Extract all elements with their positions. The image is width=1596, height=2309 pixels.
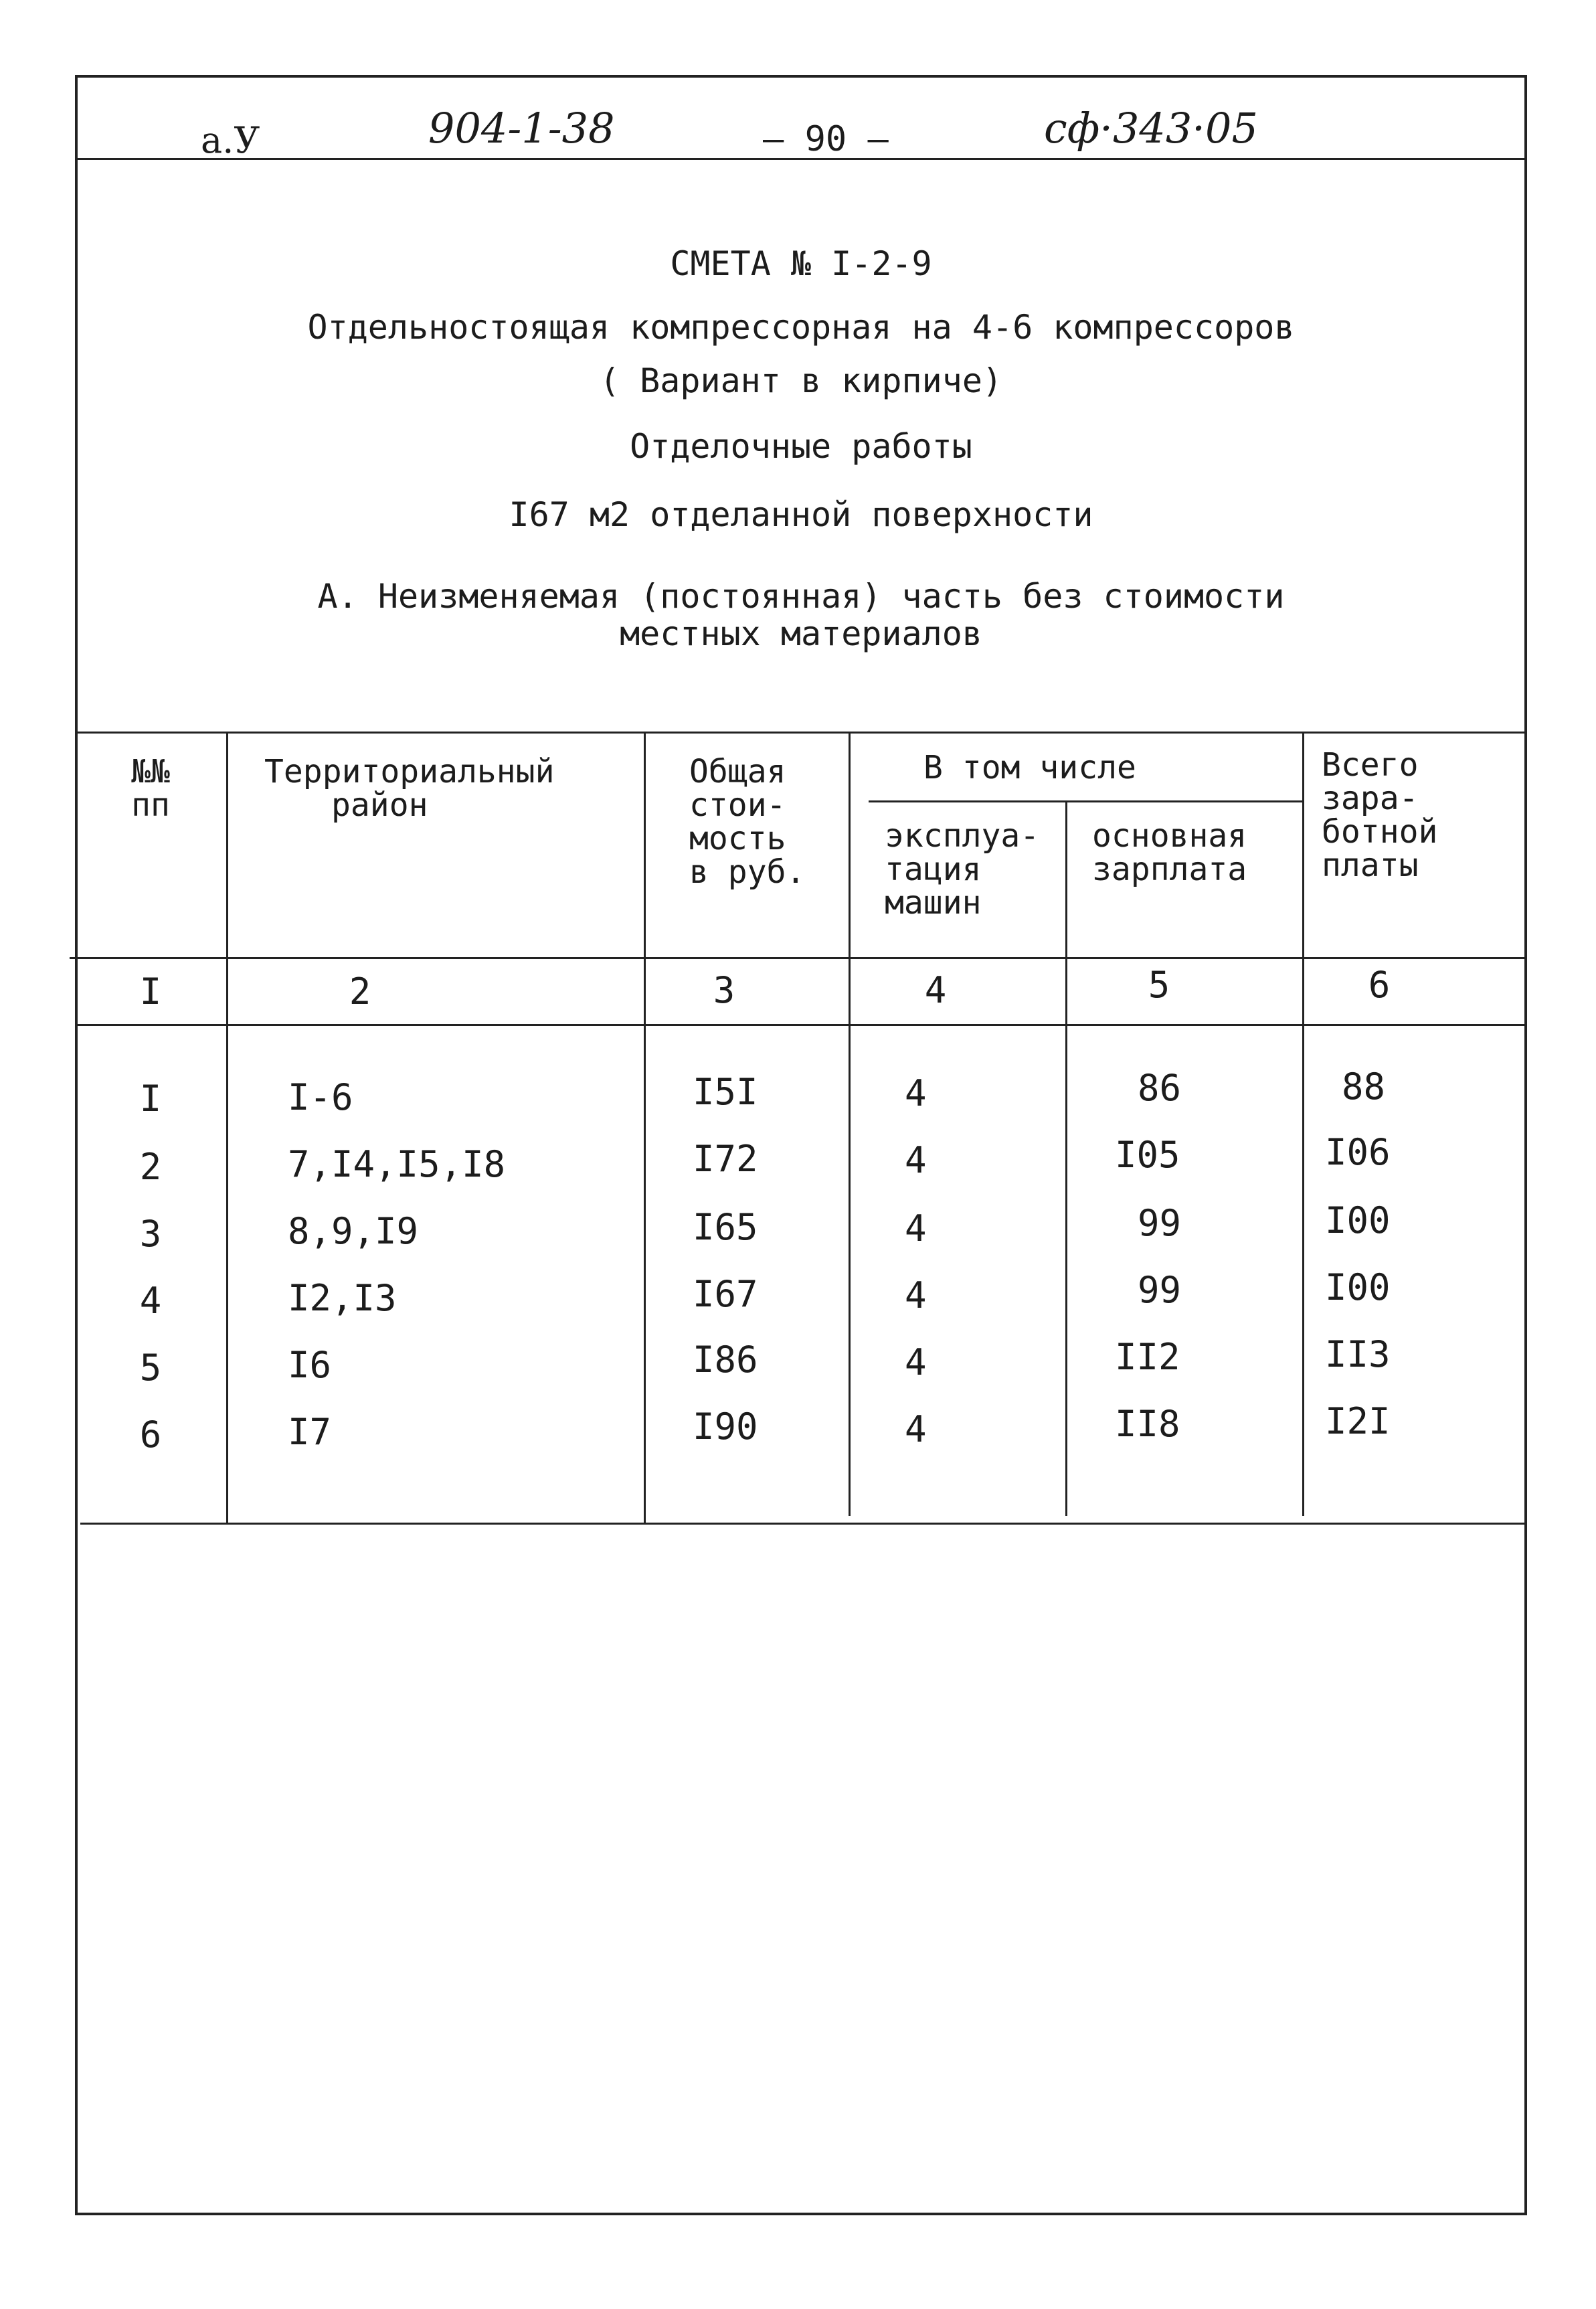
- col-header-machines-line2: тация: [885, 851, 982, 888]
- col-header-all-salary-line1: Всего: [1322, 746, 1419, 784]
- col-header-total-line2: стои-: [689, 786, 786, 824]
- row-machines: 4: [905, 1408, 927, 1450]
- col-header-machines-line1: эксплуа-: [885, 817, 1040, 855]
- row-salary: 86: [1138, 1067, 1182, 1109]
- row-district: I2,I3: [288, 1277, 397, 1319]
- page-number: – 90 –: [763, 119, 889, 159]
- row-district: 8,9,I9: [288, 1210, 419, 1252]
- row-district: I-6: [288, 1076, 353, 1118]
- row-machines: 4: [905, 1274, 927, 1316]
- col-header-salary-line1: основная: [1092, 817, 1247, 855]
- work-type: Отделочные работы: [630, 427, 972, 466]
- row-machines: 4: [905, 1207, 927, 1250]
- row-num: I: [139, 1078, 162, 1120]
- row-machines: 4: [905, 1072, 927, 1114]
- row-machines: 4: [905, 1139, 927, 1181]
- row-total: I90: [693, 1405, 758, 1448]
- project-code: 904-1-38: [428, 104, 615, 153]
- row-machines: 4: [905, 1341, 927, 1383]
- row-total: I65: [693, 1206, 758, 1248]
- row-salary: I05: [1115, 1134, 1180, 1176]
- row-district: I6: [288, 1344, 332, 1386]
- row-salary: 99: [1138, 1202, 1182, 1244]
- row-num: 3: [139, 1213, 162, 1255]
- col-header-all-salary-line2: зара-: [1322, 780, 1419, 817]
- col-header-district: [264, 755, 554, 822]
- row-num: 2: [139, 1146, 162, 1188]
- col-number-6: 6: [1368, 964, 1391, 1006]
- col-number-4: 4: [924, 969, 947, 1011]
- col-header-total-line4: в руб.: [689, 853, 806, 891]
- row-all-salary: I00: [1325, 1199, 1391, 1242]
- col-divider-1: [226, 732, 228, 1523]
- object-name: Отдельностоящая компрессорная на 4-6 компрессоров: [307, 308, 1295, 347]
- including-underline: [869, 800, 1304, 802]
- row-num: 6: [139, 1414, 162, 1456]
- table-bottom-rule: [80, 1523, 1527, 1525]
- section-heading-cont: местных материалов: [620, 614, 982, 653]
- row-salary: II8: [1115, 1403, 1180, 1445]
- row-num: 4: [139, 1280, 162, 1322]
- col-header-machines: [885, 819, 1039, 920]
- row-total: I86: [693, 1339, 758, 1381]
- col-divider-4: [1065, 800, 1067, 1516]
- row-salary: II2: [1115, 1336, 1180, 1378]
- row-total: I67: [693, 1273, 758, 1315]
- col-header-including: В том числе: [923, 749, 1136, 786]
- row-total: I5I: [693, 1071, 758, 1113]
- estimate-title: СМЕТА № I-2-9: [670, 244, 932, 283]
- col-header-num-line2: пп: [131, 786, 170, 824]
- col-header-all-salary-line4: платы: [1322, 847, 1419, 884]
- col-divider-3: [849, 732, 851, 1516]
- row-district: I7: [288, 1411, 332, 1453]
- col-header-salary-line2: зарплата: [1092, 851, 1247, 888]
- header-bottom-rule: [70, 957, 1527, 959]
- section-heading: А. Неизменяемая (постоянная) часть без стоимости: [317, 577, 1285, 616]
- col-number-2: 2: [349, 970, 371, 1013]
- col-header-num: [75, 755, 226, 822]
- row-all-salary: I2I: [1325, 1400, 1391, 1442]
- row-all-salary: II3: [1325, 1333, 1391, 1375]
- col-number-1: I: [139, 970, 162, 1013]
- col-header-salary: [1092, 819, 1247, 886]
- row-salary: 99: [1138, 1269, 1182, 1311]
- col-header-all-salary-line3: ботной: [1322, 813, 1438, 851]
- col-header-district-line2: район: [331, 786, 428, 824]
- col-divider-5: [1302, 732, 1304, 1516]
- col-header-all-salary: [1322, 748, 1437, 882]
- col-divider-2: [644, 732, 646, 1523]
- col-header-machines-line3: машин: [885, 884, 982, 922]
- variant-note: ( Вариант в кирпиче): [599, 361, 1003, 400]
- row-num: 5: [139, 1347, 162, 1389]
- col-number-5: 5: [1148, 964, 1170, 1006]
- col-number-3: 3: [713, 969, 735, 1011]
- colnum-bottom-rule: [75, 1024, 1527, 1026]
- row-all-salary: 88: [1342, 1065, 1386, 1108]
- sheet-code: сф·343·05: [1044, 104, 1258, 153]
- row-all-salary: I00: [1325, 1266, 1391, 1308]
- col-header-total: [689, 755, 805, 889]
- col-header-total-line1: Общая: [689, 753, 786, 790]
- table-top-rule: [75, 732, 1527, 734]
- col-header-num-line1: №№: [131, 753, 170, 790]
- row-all-salary: I06: [1325, 1131, 1391, 1173]
- quantity: I67 м2 отделанной поверхности: [509, 495, 1093, 534]
- col-header-district-line1: Территориальный: [264, 753, 555, 790]
- row-district: 7,I4,I5,I8: [288, 1143, 506, 1185]
- col-header-total-line3: мость: [689, 820, 786, 857]
- header-left-mark: а.У: [201, 119, 260, 161]
- row-total: I72: [693, 1138, 758, 1180]
